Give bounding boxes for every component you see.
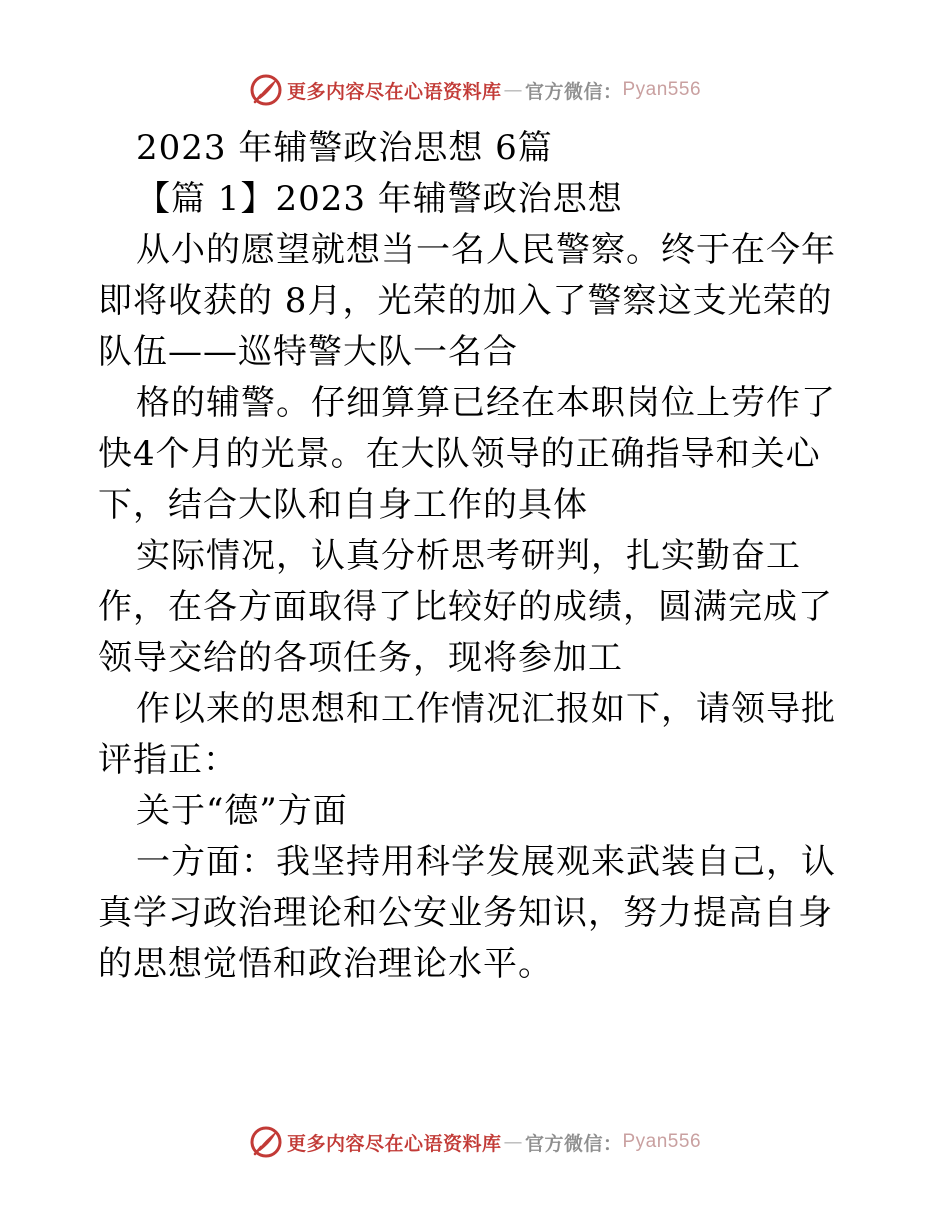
paragraph: 实际情况，认真分析思考研判，扎实勤奋工作，在各方面取得了比较好的成绩，圆满完成了领导交给的各项任务，现将参加工 xyxy=(98,536,833,678)
watermark-label: 官方微信： xyxy=(524,1132,623,1155)
paragraph: 作以来的思想和工作情况汇报如下，请领导批评指正： xyxy=(98,689,836,780)
document-body xyxy=(98,123,858,990)
paragraph: 格的辅警。仔细算算已经在本职岗位上劳作了快4个月的光景。在大队领导的正确指导和关心下，结合大队和自身工作的具体 xyxy=(98,383,836,525)
footer-watermark xyxy=(0,1122,950,1162)
watermark-wechat-id: Pyan556 xyxy=(622,1131,702,1152)
header-watermark xyxy=(0,70,950,110)
feather-logo-icon xyxy=(249,73,283,107)
watermark-separator: — xyxy=(503,79,523,101)
watermark-brand-text: 更多内容尽在心语资料库 xyxy=(286,80,502,103)
section-heading: 【篇 1】2023 年辅警政治思想 xyxy=(136,179,623,219)
watermark-brand-text: 更多内容尽在心语资料库 xyxy=(286,1132,502,1155)
paragraph: 从小的愿望就想当一名人民警察。终于在今年即将收获的 8月，光荣的加入了警察这支光荣的队伍——巡特警大队一名合 xyxy=(98,230,836,372)
watermark-wechat-id: Pyan556 xyxy=(622,79,702,100)
watermark-separator: — xyxy=(503,1131,523,1153)
document-title: 2023 年辅警政治思想 6篇 xyxy=(136,128,553,168)
feather-logo-icon xyxy=(249,1125,283,1159)
subsection-heading: 关于“德”方面 xyxy=(136,791,348,831)
paragraph: 一方面：我坚持用科学发展观来武装自己，认真学习政治理论和公安业务知识，努力提高自身的思想觉悟和政治理论水平。 xyxy=(98,842,836,984)
watermark-label: 官方微信： xyxy=(524,80,623,103)
